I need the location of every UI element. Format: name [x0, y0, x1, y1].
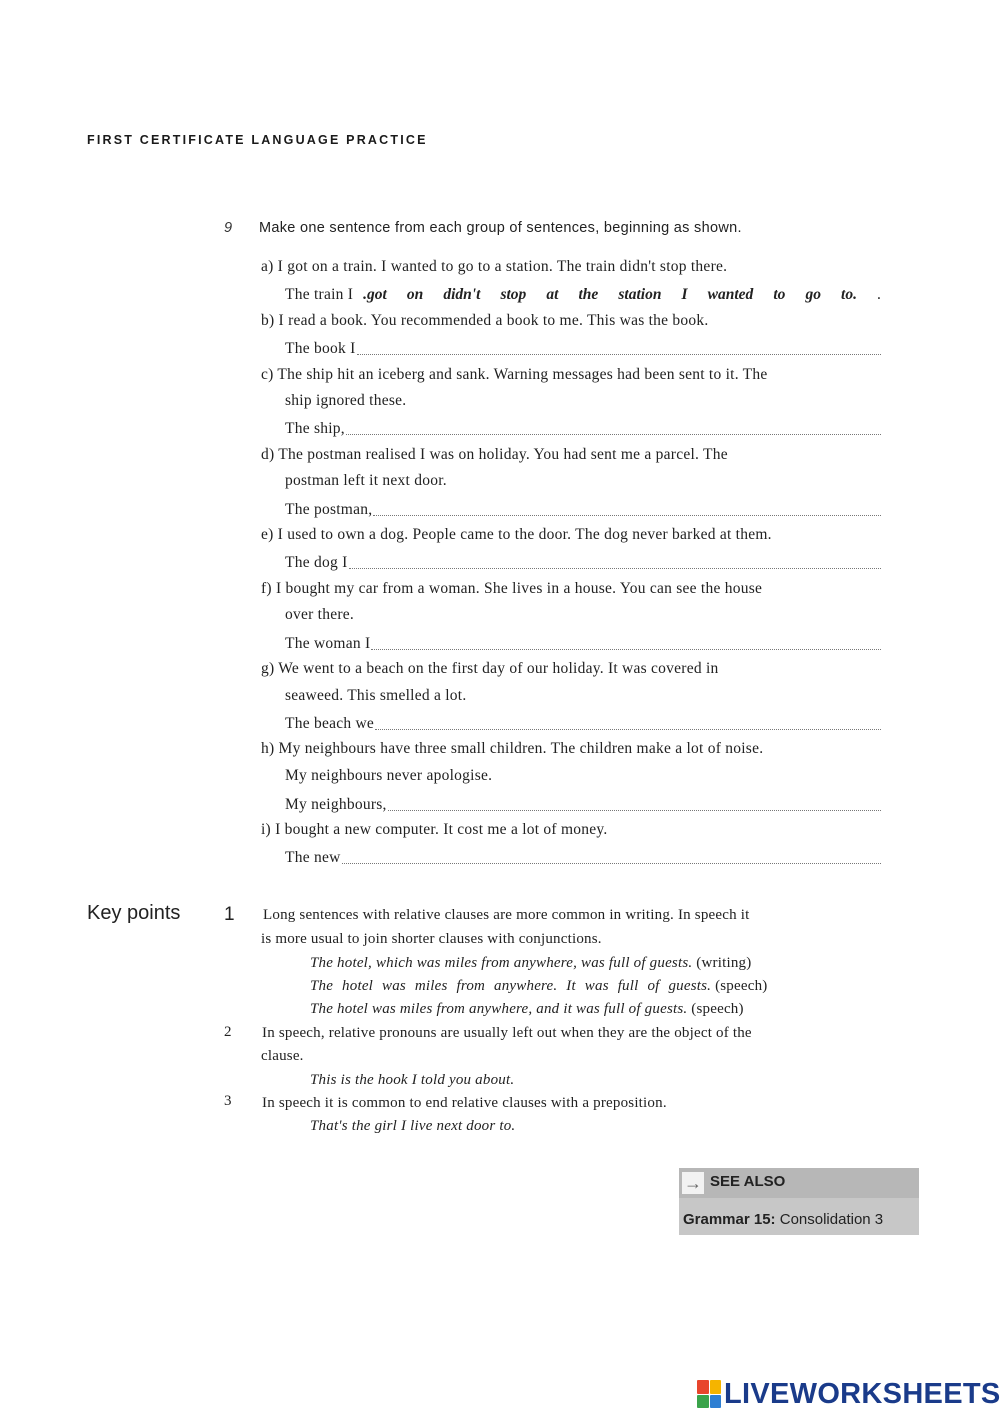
item-a-text: a) I got on a train. I wanted to go to a station. The train didn't stop there. [261, 258, 728, 275]
key-point-1-example-2 [310, 976, 767, 996]
example-text: The hotel, which was miles from anywhere, was full of guests. [310, 955, 693, 971]
item-e-answer-row [285, 551, 881, 573]
answer-word: on [406, 286, 424, 303]
key-point-1-line-2: is more usual to join shorter clauses with conjunctions. [261, 931, 602, 947]
item-f-prefix: The woman I [285, 635, 371, 652]
item-g-text-line-1: g) We went to a beach on the first day of our holiday. It was covered in [261, 660, 719, 677]
key-point-2-line-1: In speech, relative pronouns are usually left out when they are the object of the [262, 1025, 752, 1041]
item-i-text: i) I bought a new computer. It cost me a lot of money. [261, 821, 608, 838]
logo-mark-icon [697, 1380, 721, 1408]
item-g-text-line-2: seaweed. This smelled a lot. [285, 687, 467, 704]
item-d-answer-field[interactable] [373, 515, 881, 516]
example-note: (speech) [691, 1001, 744, 1017]
key-point-2-line-2: clause. [261, 1048, 304, 1064]
item-b-prefix: The book I [285, 340, 356, 357]
see-also-ref-text: Consolidation 3 [779, 1211, 884, 1228]
see-also-header [679, 1168, 919, 1198]
answer-word: stop [500, 286, 527, 303]
item-g-answer-row [285, 712, 881, 734]
see-also-title: SEE ALSO [710, 1173, 786, 1190]
key-point-3-number: 3 [224, 1093, 232, 1109]
answer-word: didn't [443, 286, 481, 303]
key-point-2-example: This is the hook I told you about. [310, 1072, 515, 1088]
item-a-answer-row [285, 283, 881, 305]
item-e-text: e) I used to own a dog. People came to the door. The dog never barked at them. [261, 526, 772, 543]
item-f-answer-row [285, 632, 881, 654]
item-c-answer-field[interactable] [346, 434, 881, 435]
answer-word: go [805, 286, 821, 303]
item-d-answer-row [285, 498, 881, 520]
item-e-answer-field[interactable] [349, 568, 881, 569]
answer-word: I [681, 286, 688, 303]
answer-word: station [618, 286, 662, 303]
answer-word: to [773, 286, 786, 303]
item-f-answer-field[interactable] [371, 649, 881, 650]
example-note: (speech) [715, 978, 768, 994]
key-point-3-line-1: In speech it is common to end relative clauses with a preposition. [262, 1095, 667, 1111]
item-i-prefix: The new [285, 849, 341, 866]
arrow-right-icon: → [684, 1172, 702, 1193]
key-point-1-number: 1 [224, 904, 235, 925]
liveworksheets-logo [697, 1376, 1000, 1412]
example-text: The hotel was miles from anywhere. It was full of guests. [310, 978, 712, 994]
item-d-prefix: The postman, [285, 501, 373, 518]
see-also-reference [683, 1211, 883, 1228]
key-point-3-example: That's the girl I live next door to. [310, 1118, 516, 1134]
answer-word: at [546, 286, 559, 303]
item-a-prefix: The train I [285, 286, 354, 303]
logo-text: LIVEWORKSHEETS [724, 1377, 1000, 1410]
item-h-answer-field[interactable] [388, 810, 881, 811]
key-point-1-line-1: Long sentences with relative clauses are more common in writing. In speech it [263, 907, 750, 923]
answer-word: . [877, 286, 881, 303]
item-c-prefix: The ship, [285, 420, 345, 437]
key-point-1-example-3 [310, 999, 744, 1019]
item-d-text-line-1: d) The postman realised I was on holiday. You had sent me a parcel. The [261, 446, 728, 463]
item-c-text-line-1: c) The ship hit an iceberg and sank. Warning messages had been sent to it. The [261, 366, 768, 383]
item-i-answer-row [285, 846, 881, 868]
example-text: The hotel was miles from anywhere, and it was full of guests. [310, 1001, 688, 1017]
item-g-answer-field[interactable] [375, 729, 881, 730]
key-point-2-number: 2 [224, 1024, 232, 1040]
key-points-title: Key points [87, 902, 181, 924]
item-h-answer-row [285, 793, 881, 815]
item-e-prefix: The dog I [285, 554, 348, 571]
item-d-text-line-2: postman left it next door. [285, 472, 447, 489]
item-f-text-line-2: over there. [285, 606, 355, 623]
exercise-instruction: Make one sentence from each group of sentences, beginning as shown. [259, 220, 742, 236]
answer-word: the [578, 286, 599, 303]
item-a-answer-field[interactable] [363, 285, 881, 305]
page-header: FIRST CERTIFICATE LANGUAGE PRACTICE [87, 133, 428, 147]
item-c-text-line-2: ship ignored these. [285, 392, 407, 409]
see-also-ref-bold: Grammar 15: [683, 1211, 776, 1228]
item-c-answer-row [285, 417, 881, 439]
item-b-answer-field[interactable] [357, 354, 881, 355]
answer-word: .got [363, 286, 387, 303]
answer-word: to. [841, 286, 857, 303]
item-h-text-line-1: h) My neighbours have three small children. The children make a lot of noise. [261, 740, 764, 757]
key-point-1-example-1 [310, 953, 751, 973]
item-b-answer-row [285, 337, 881, 359]
item-i-answer-field[interactable] [342, 863, 881, 864]
see-also-box [679, 1168, 919, 1235]
item-g-prefix: The beach we [285, 715, 375, 732]
item-h-text-line-2: My neighbours never apologise. [285, 767, 493, 784]
item-f-text-line-1: f) I bought my car from a woman. She lives in a house. You can see the house [261, 580, 763, 597]
item-b-text: b) I read a book. You recommended a book to me. This was the book. [261, 312, 709, 329]
answer-word: wanted [707, 286, 754, 303]
exercise-number: 9 [224, 220, 233, 236]
example-note: (writing) [696, 955, 752, 971]
item-h-prefix: My neighbours, [285, 796, 387, 813]
